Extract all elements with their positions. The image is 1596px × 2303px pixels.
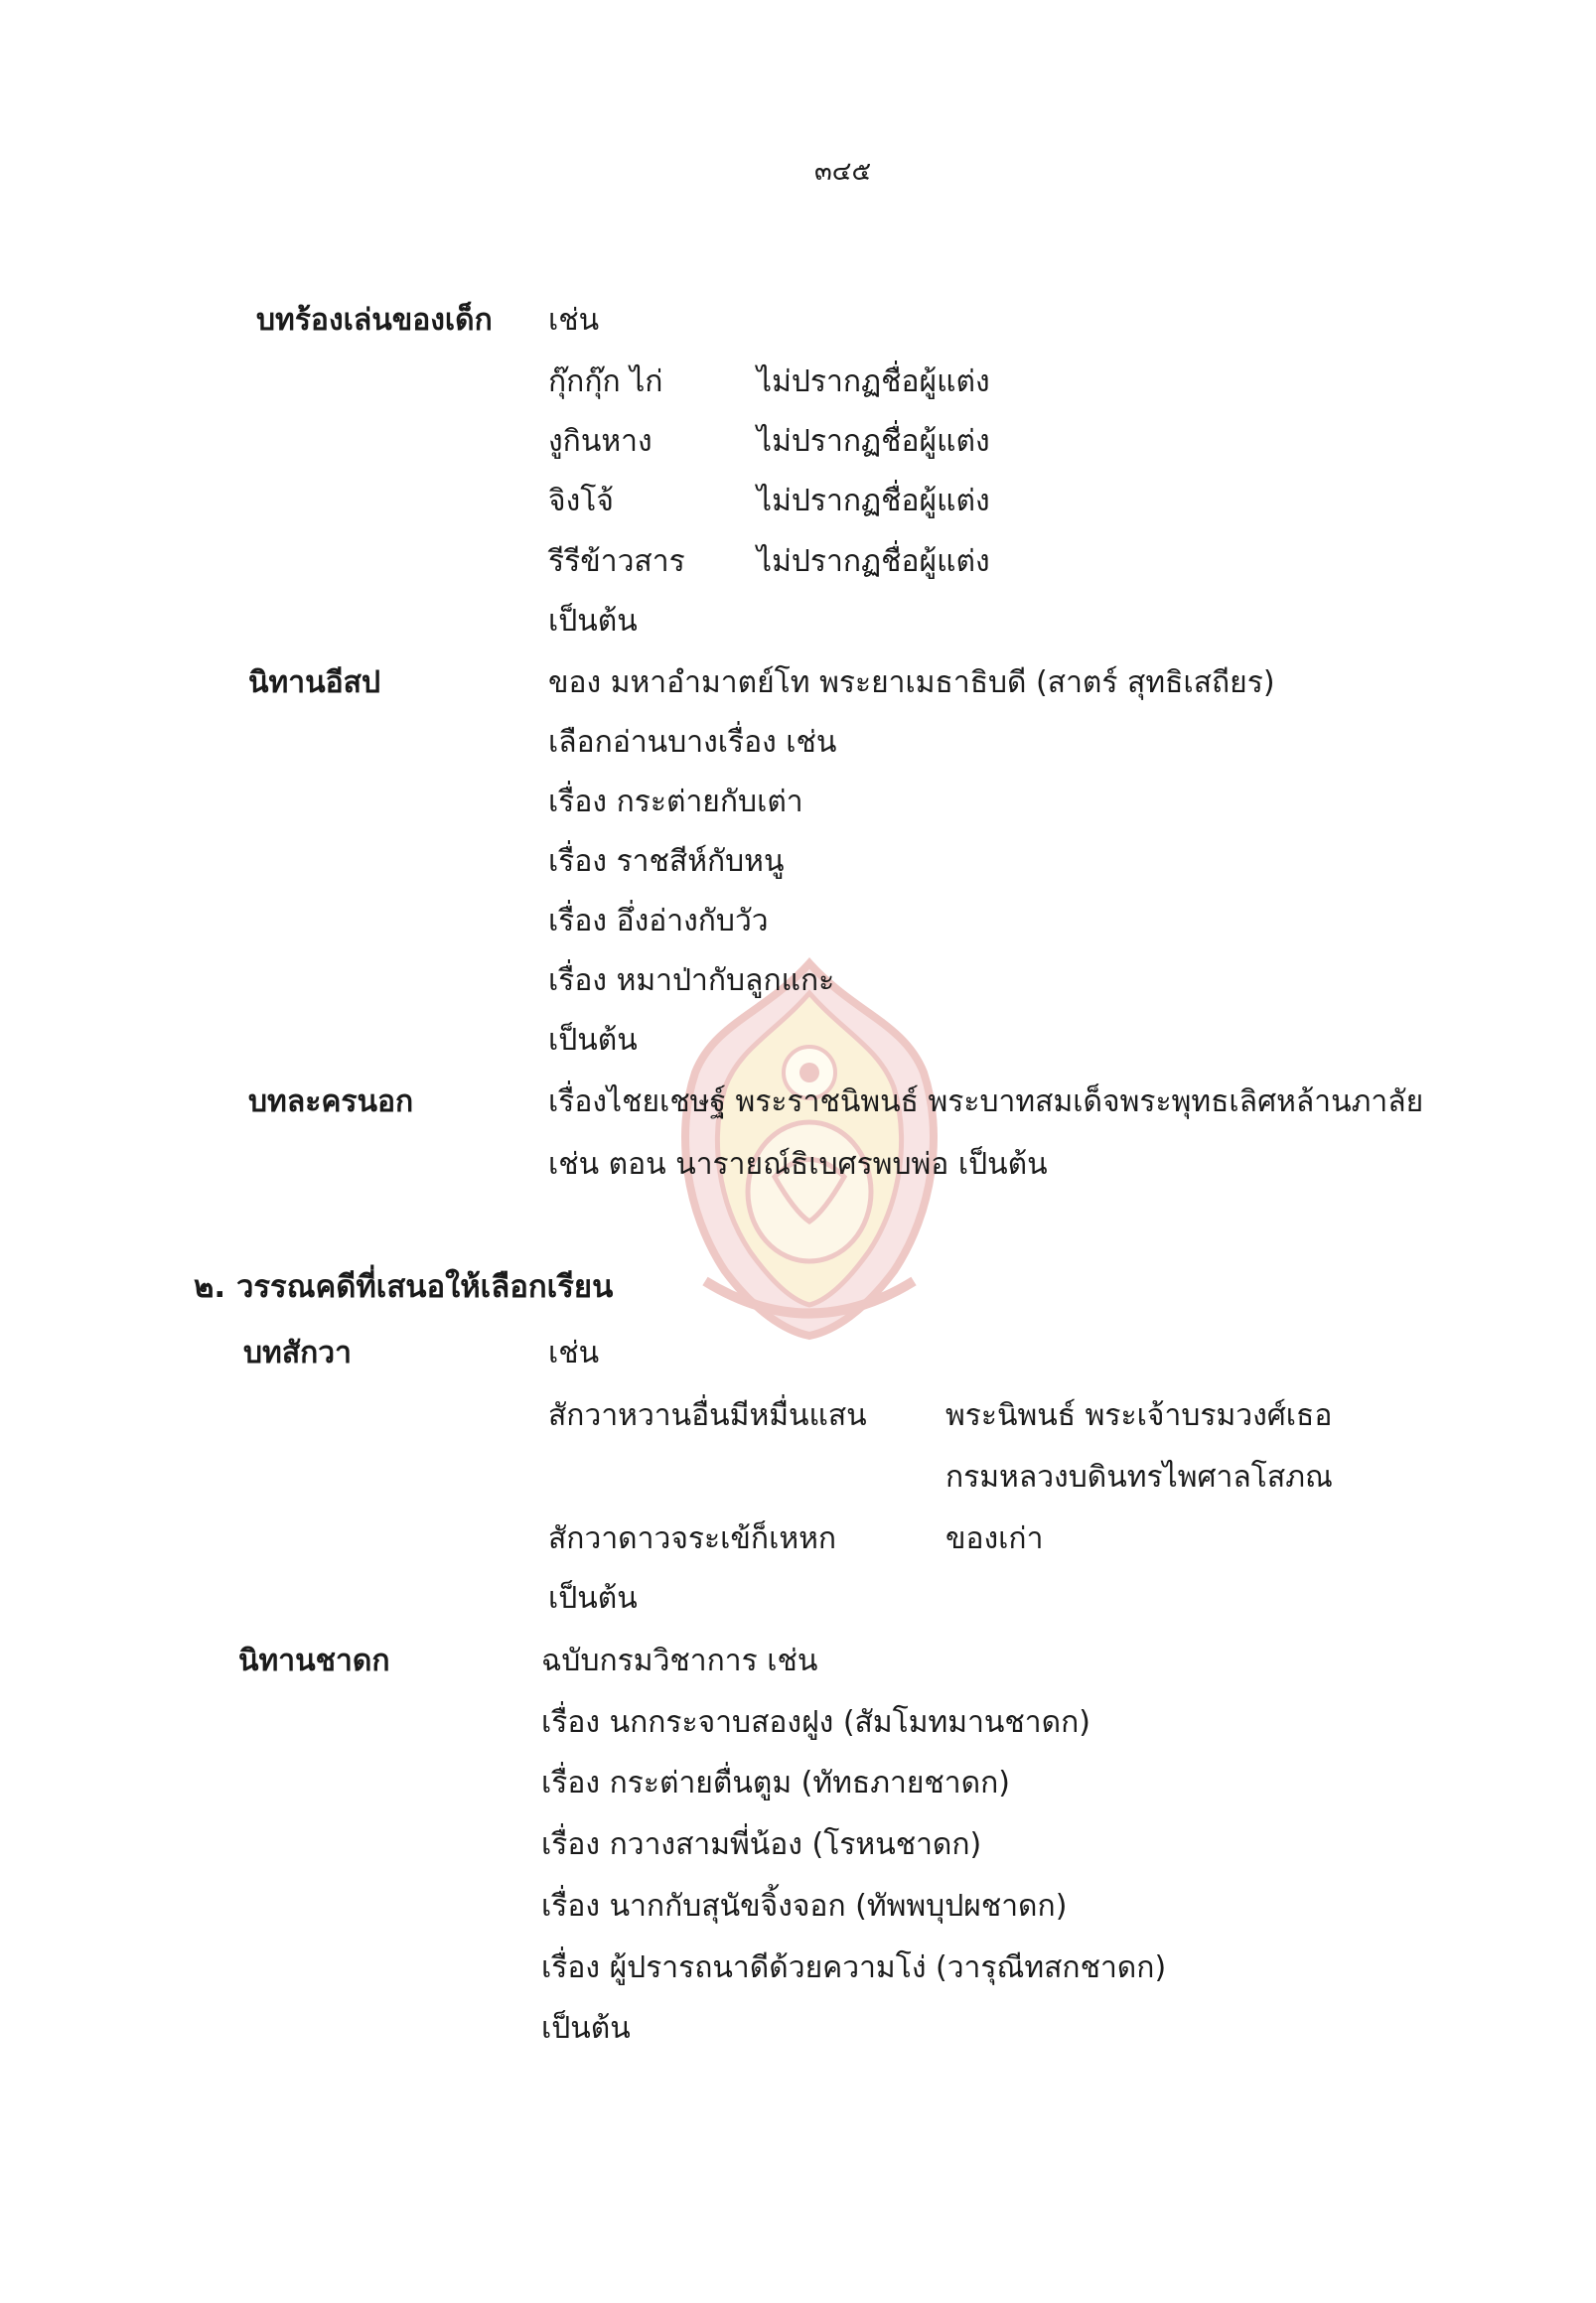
aesop-line: เลือกอ่านบางเรื่อง เช่น [548,725,837,760]
jataka-label: นิทานชาดก [238,1644,390,1678]
aesop-line: เป็นต้น [548,1023,638,1058]
song-author: ไม่ปรากฏชื่อผู้แต่ง [757,544,990,579]
jataka-line: ฉบับกรมวิชาการ เช่น [541,1644,818,1678]
jataka-line: เป็นต้น [541,2011,631,2046]
aesop-line: ของ มหาอำมาตย์โท พระยาเมธาธิบดี (สาตร์ สุทธิเสถียร) [548,665,1275,700]
lakhon-nok-line: เรื่องไชยเชษฐ์ พระราชนิพนธ์ พระบาทสมเด็จพระพุทธเลิศหล้านภาลัย [548,1084,1424,1119]
page-number: ๓๔๕ [814,157,872,187]
lakhon-nok-label: บทละครนอก [248,1084,414,1119]
children-songs-intro: เช่น [548,303,600,338]
jataka-line: เรื่อง กวางสามพี่น้อง (โรหนชาดก) [541,1827,982,1862]
aesop-line: เรื่อง กระต่ายกับเต่า [548,785,803,819]
song-author: ไม่ปรากฏชื่อผู้แต่ง [757,424,990,459]
song-author: ไม่ปรากฏชื่อผู้แต่ง [757,364,990,399]
sakkawa-item-author: ของเก่า [945,1521,1044,1556]
section-heading: ๒. วรรณคดีที่เสนอให้เลือกเรียน [194,1269,614,1305]
aesop-line: เรื่อง ราชสีห์กับหนู [548,844,785,879]
song-title: รีรีข้าวสาร [548,544,685,579]
sakkawa-item-title: สักวาดาวจระเข้ก็เหหก [548,1521,837,1556]
lakhon-nok-line: เช่น ตอน นารายณ์ธิเบศรพบพ่อ เป็นต้น [548,1147,1048,1182]
jataka-line: เรื่อง นกกระจาบสองฝูง (สัมโมทมานชาดก) [541,1705,1090,1740]
song-title: กุ๊กกุ๊ก ไก่ [548,364,663,399]
song-author: ไม่ปรากฏชื่อผู้แต่ง [757,484,990,518]
sakkawa-intro: เช่น [548,1336,600,1370]
jataka-line: เรื่อง นากกับสุนัขจิ้งจอก (ทัพพบุปผชาดก) [541,1889,1068,1924]
song-title: จิงโจ้ [548,484,614,518]
sakkawa-item-author: พระนิพนธ์ พระเจ้าบรมวงศ์เธอ [945,1398,1333,1433]
aesop-line: เรื่อง อึ่งอ่างกับวัว [548,904,769,938]
aesop-label: นิทานอีสป [248,665,381,700]
jataka-line: เรื่อง กระต่ายตื่นตูม (ทัทธภายชาดก) [541,1766,1010,1800]
children-songs-end: เป็นต้น [548,604,638,639]
sakkawa-end: เป็นต้น [548,1581,638,1616]
children-songs-label: บทร้องเล่นของเด็ก [256,303,493,338]
aesop-line: เรื่อง หมาป่ากับลูกแกะ [548,963,835,998]
jataka-line: เรื่อง ผู้ปรารถนาดีด้วยความโง่ (วารุณีทสกชาดก) [541,1950,1167,1985]
sakkawa-label: บทสักวา [243,1336,352,1370]
sakkawa-item-author: กรมหลวงบดินทรไพศาลโสภณ [945,1460,1333,1495]
sakkawa-item-title: สักวาหวานอื่นมีหมื่นแสน [548,1398,867,1433]
song-title: งูกินหาง [548,424,653,459]
